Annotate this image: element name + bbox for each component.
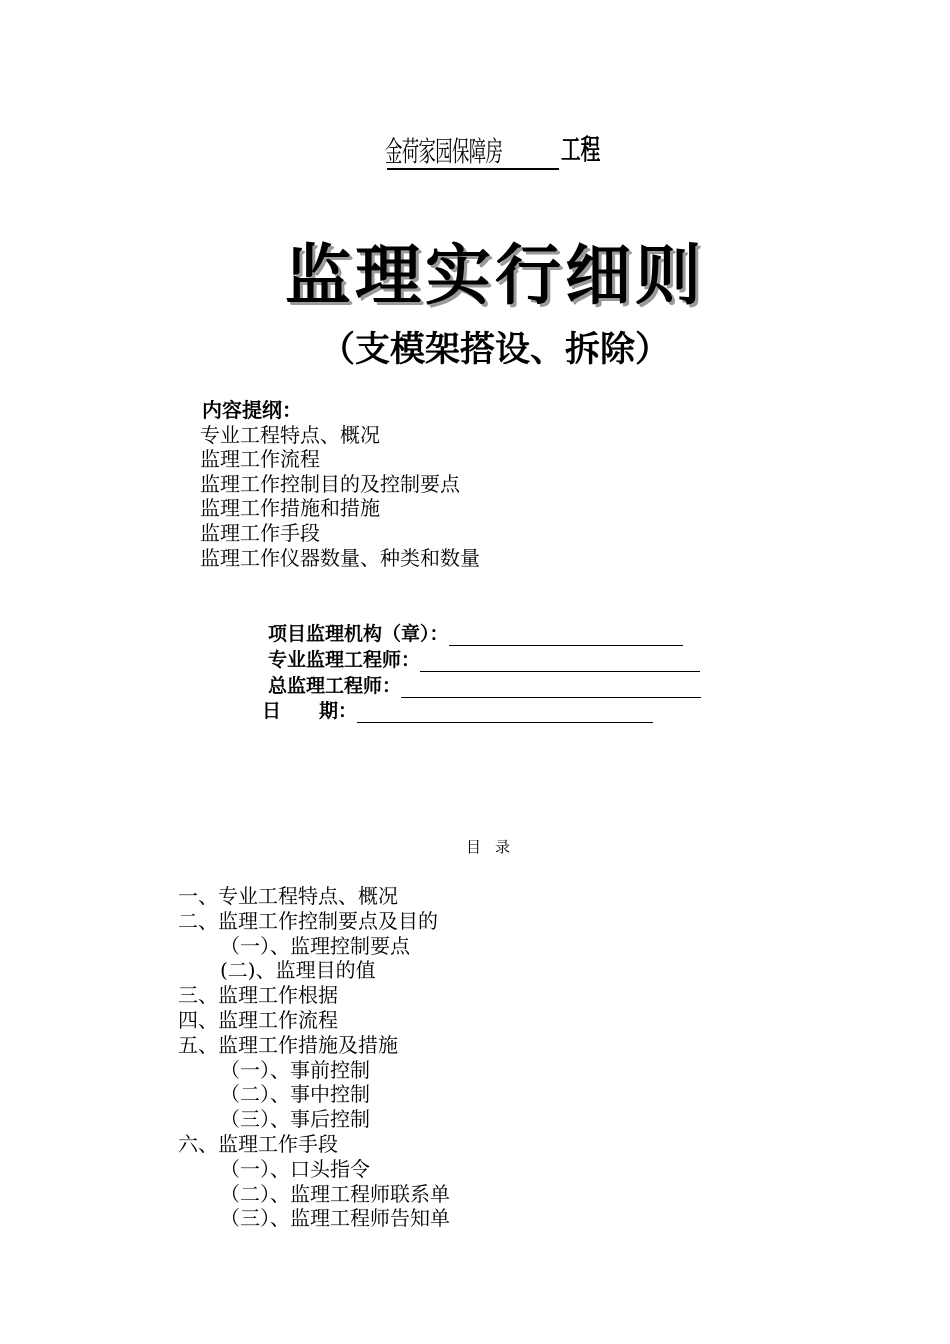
signature-org-field[interactable] (449, 625, 683, 646)
signature-chief-label: 总监理工程师： (268, 675, 402, 697)
signature-org-label: 项目监理机构（章）： (268, 623, 449, 645)
toc-entry[interactable]: 二、监理工作控制要点及目的 (178, 908, 438, 933)
signature-date-field[interactable] (357, 702, 653, 723)
signature-chief-field[interactable] (401, 677, 701, 698)
toc-entry[interactable]: 五、监理工作措施及措施 (178, 1032, 398, 1057)
toc-subentry[interactable]: （三）、监理工程师告知单 (220, 1206, 450, 1231)
toc-subentry[interactable]: (二)、监理目的值 (220, 958, 376, 983)
toc-subentry[interactable]: （二）、监理工程师联系单 (220, 1181, 450, 1206)
toc-subentry[interactable]: （一）、事前控制 (220, 1057, 370, 1082)
outline-item: 监理工作措施和措施 (200, 496, 380, 521)
outline-heading: 内容提纲： (202, 398, 302, 422)
outline-section (200, 398, 480, 570)
signature-date-row (262, 697, 653, 723)
project-name: 金荷家园保障房 (385, 135, 503, 168)
signature-engineer-label: 专业监理工程师： (268, 649, 421, 671)
outline-item: 专业工程特点、概况 (200, 422, 380, 447)
toc-subentry[interactable]: （一）、口头指令 (220, 1156, 370, 1181)
signature-engineer-row (268, 646, 700, 672)
main-title: 监理实行细则 (285, 237, 705, 314)
toc-entry[interactable]: 三、监理工作根据 (178, 983, 338, 1008)
toc-subentry[interactable]: （一）、监理控制要点 (220, 933, 410, 958)
outline-item: 监理工作流程 (200, 447, 320, 472)
toc-entry[interactable]: 六、监理工作手段 (178, 1131, 338, 1156)
signature-engineer-field[interactable] (420, 651, 700, 672)
table-of-contents (178, 884, 450, 1231)
signature-org-row (268, 620, 683, 646)
sub-title: （支模架搭设、拆除） (319, 330, 670, 370)
outline-item: 监理工作控制目的及控制要点 (200, 471, 460, 496)
signature-date-label: 日 期： (262, 700, 358, 722)
project-line (385, 130, 601, 170)
project-underline (387, 168, 559, 170)
signature-chief-row (268, 672, 701, 698)
toc-subentry[interactable]: （二）、事中控制 (220, 1082, 370, 1107)
toc-subentry[interactable]: （三）、事后控制 (220, 1107, 370, 1132)
toc-title: 目录 (465, 838, 524, 856)
outline-item: 监理工作仪器数量、种类和数量 (200, 545, 480, 570)
outline-item: 监理工作手段 (200, 520, 320, 545)
project-suffix: 工程 (561, 133, 601, 166)
toc-entry[interactable]: 一、专业工程特点、概况 (178, 884, 398, 908)
toc-entry[interactable]: 四、监理工作流程 (178, 1007, 338, 1032)
